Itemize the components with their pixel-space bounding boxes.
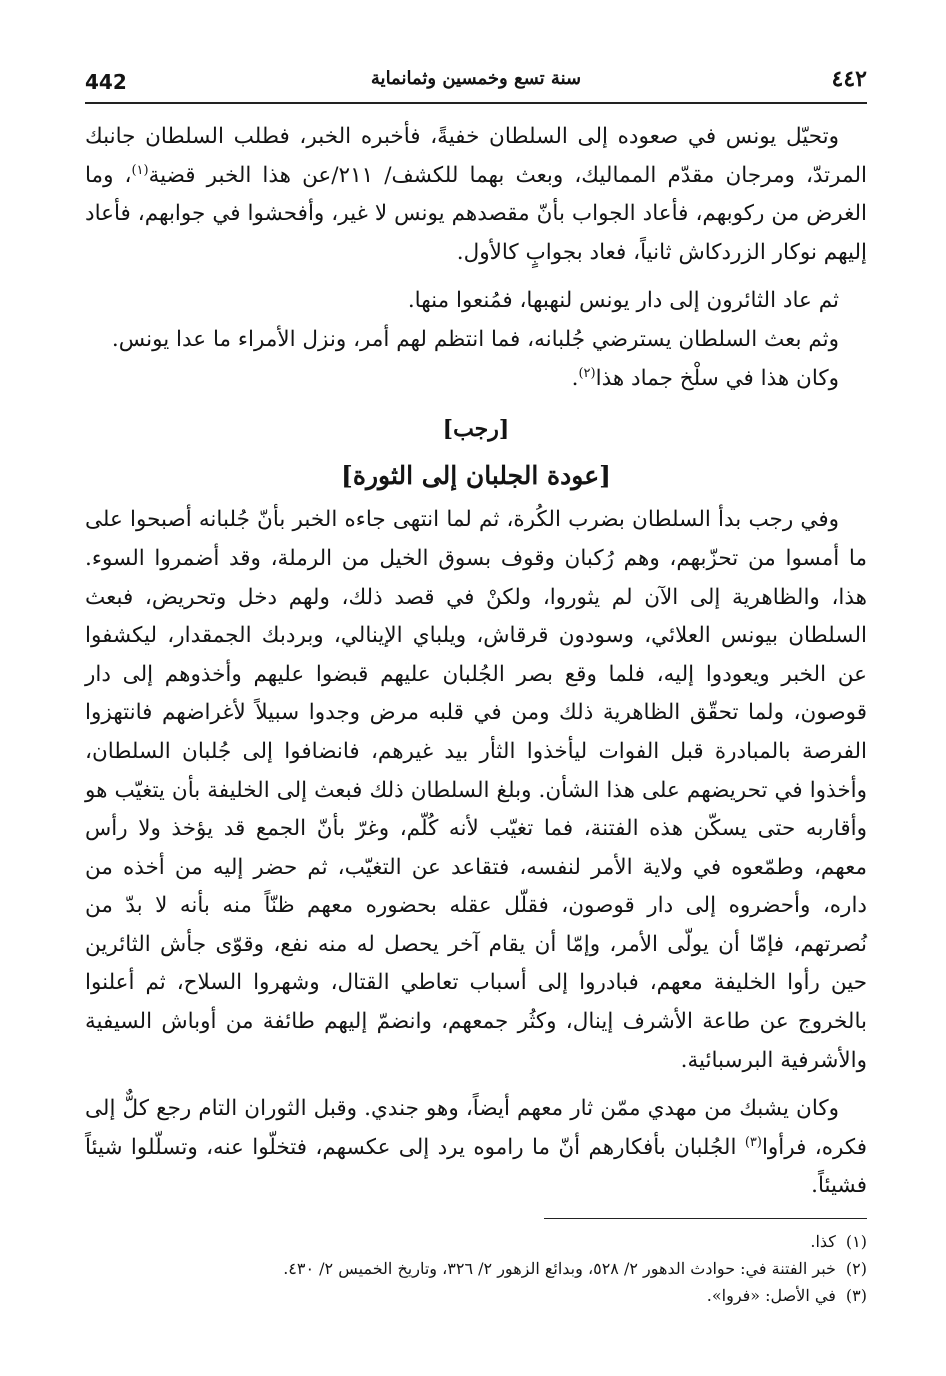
footnote: (٣)في الأصل: «فروا».: [706, 1286, 867, 1305]
footnote-ref: (١): [131, 162, 149, 178]
footnote-rule: [544, 1218, 867, 1219]
page-number-latin: 442: [85, 70, 127, 94]
paragraph: ثم عاد الثائرون إلى دار يونس لنهبها، فمُنعوا منها.: [407, 288, 839, 314]
header-rule: [85, 102, 867, 104]
section-heading-month: [رجب]: [442, 416, 510, 443]
main-text: [85, 118, 867, 1206]
paragraph: وكان هذا في سلْخ جماد هذا$^{(٢)}$.: [571, 365, 839, 391]
footnote-ref: (٣): [744, 1134, 762, 1150]
paragraph: وكان يشبك من مهدي ممّن ثار معهم أيضاً، وهو جندي. وقبل الثوران التام رجع كلٌّ إلى فكره، فرأوا$^{(٣)}$ الجُلبان بأفكارهم أنّ ما راموه يرد إلى عكسهم، فتخلّوا عنه، وتسلّلوا شيئاً فشيئاً.: [85, 1096, 867, 1199]
footnotes: [85, 1228, 867, 1309]
running-title: سنة تسع وخمسين وثمانماية: [370, 68, 582, 89]
paragraph: وثم بعث السلطان يسترضي جُلبانه، فما انتظم لهم أمر، ونزل الأمراء ما عدا يونس.: [111, 326, 839, 352]
paragraph: وفي رجب بدأ السلطان بضرب الكُرة، ثم لما انتهى جاءه الخبر بأنّ جُلبانه أصبحوا على ما أمسوا من تحزّبهم، وهم رُكبان وقوف بسوق الخيل من الرملة، وقد أضمروا السوء. هذا، والظاهرية إلى الآن لم يثوروا، ولكنْ في قصد ذلك، ولهم دخل وتحريض، فبعث السلطان بيونس العلائي، وسودون قرقاش، ويلباي الإينالي، وبردبك الجمقدار، ليكشفوا عن الخبر ويعودوا إليه، فلما وقع بصر الجُلبان عليهم قبضوا عليهم وأخذوهم إلى دار قوصون، ولما تحقّق الظاهرية ذلك ومن في قلبه مرض وجدوا سبيلاً لأغراضهم فانتهزوا الفرصة بالمبادرة قبل الفوات ليأخذوا الثأر بيد غيرهم، فانضافوا إلى جُلبان السلطان، وأخذوا في تحريضهم على هذا الشأن. وبلغ السلطان ذلك فبعث إلى الخليفة بأن يتغيّب هو وأقاربه حتى يسكّن هذه الفتنة، فما تغيّب لأنه كُلّم، وغرّ بأنّ الجمع قد يؤخذ ولا رأس معهم، وطمّعوه في ولاية الأمر لنفسه، فتقاعد عن التغيّب، ثم حضر إليه من أخذه من داره، وأحضروه إلى دار قوصون، فقلّل عقله بحضوره معهم ظنّاً منه بأنه لا بدّ من نُصرتهم، فإمّا أن يولّى الأمر، وإمّا أن يقام آخر يحصل له منه نفع، وقوّى جأش الثائرين حين رأوا الخليفة معهم، فبادروا إلى أسباب تعاطي القتال، وشهروا السلاح، ثم أعلنوا بالخروج عن طاعة الأشرف إينال، وكثُر جمعهم، وانضمّ إليهم طائفة من أوباش السيفية والأشرفية البرسبائية.: [85, 507, 867, 1073]
page-number-arabic: ٤٤٢: [831, 66, 867, 92]
paragraph: وتحيّل يونس في صعوده إلى السلطان خفيةً، فأخبره الخبر، فطلب السلطان جانبك المرتدّ، ومرجان مقدّم المماليك، وبعث بهما للكشف/ ٢١١/عن هذا الخبر قضية$^{(١)}$، وما الغرض من ركوبهم، فأعاد الجواب بأنّ مقصدهم يونس لا غير، وأفحشوا في جوابهم، فأعاد إليهم نوكار الزردكاش ثانياً، فعاد بجوابٍ كالأول.: [85, 124, 867, 265]
footnote-ref: (٢): [578, 365, 596, 381]
section-heading-title: [عودة الجلبان إلى الثورة]: [341, 460, 611, 490]
page-header: [85, 66, 867, 100]
footnote: (١)كذا.: [810, 1232, 867, 1251]
footnote: (٢)خبر الفتنة في: حوادث الدهور ٢/ ٥٢٨، وبدائع الزهور ٢/ ٣٢٦، وتاريخ الخميس ٢/ ٤٣٠.: [283, 1259, 867, 1278]
